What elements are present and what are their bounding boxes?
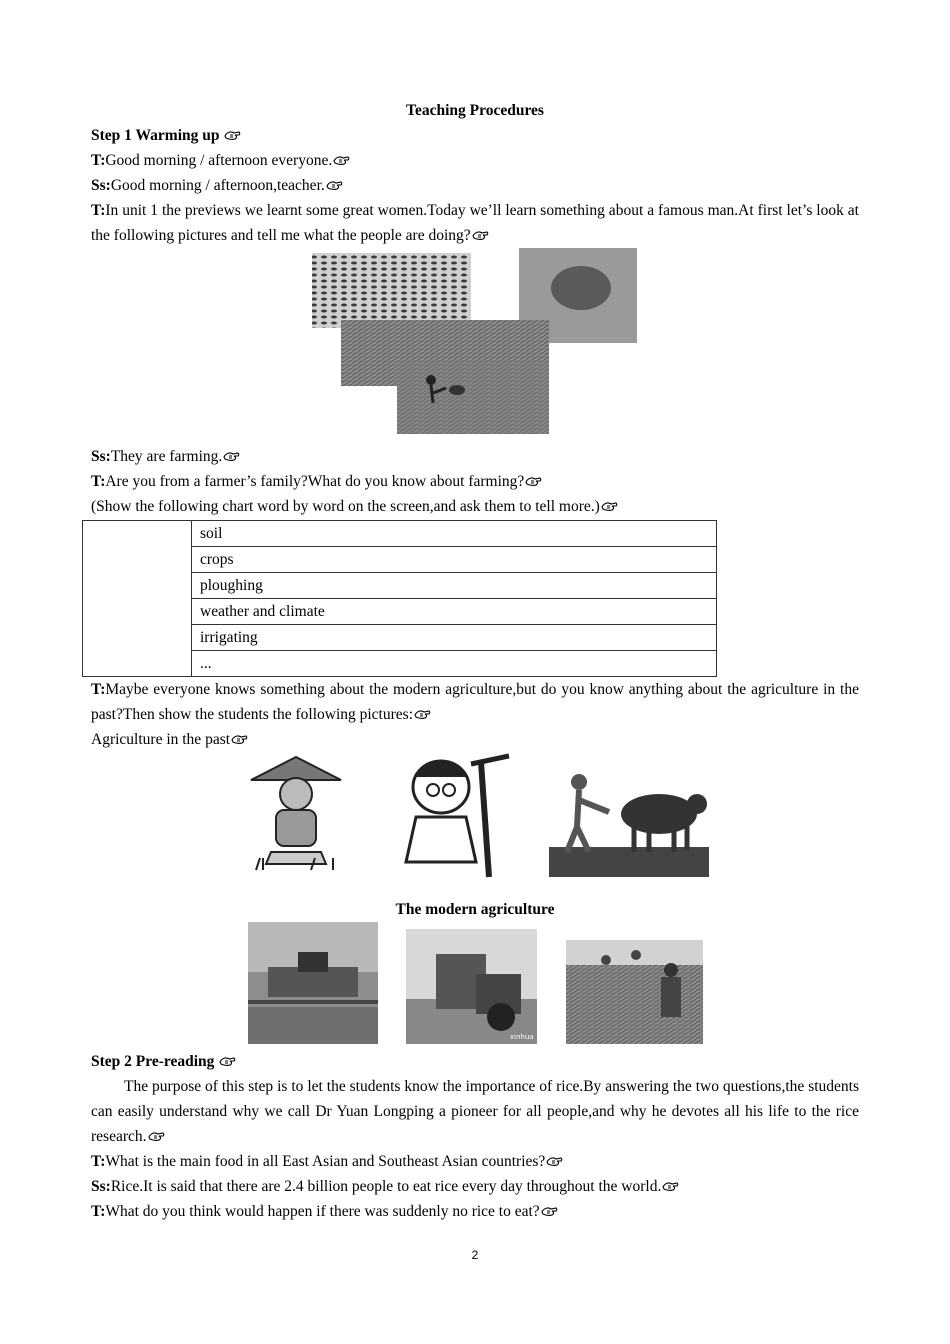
chart-cell: soil: [192, 521, 717, 547]
dialog-line: Ss:Rice.It is said that there are 2.4 billion people to eat rice every day throughout the world.: [91, 1174, 859, 1199]
paragraph-mark-icon: [472, 229, 489, 241]
combine-tractor-photo: [406, 929, 537, 1044]
step1-heading: Step 1 Warming up: [91, 123, 859, 148]
harvester-photo: [248, 922, 378, 1044]
chart-intro: (Show the following chart word by word on the screen,and ask them to tell more.): [91, 494, 859, 519]
dialog-line: Ss:Good morning / afternoon,teacher.: [91, 173, 859, 198]
chart-cell: irrigating: [192, 625, 717, 651]
chart-blank-cell: [83, 521, 192, 677]
photo-watermark: xinhua: [510, 1033, 534, 1041]
dialog-line: Ss:They are farming.: [91, 444, 859, 469]
field-workers-photo: [566, 940, 703, 1044]
step2-paragraph: The purpose of this step is to let the students know the importance of rice.By answering the two questions,the students can easily understand why we call Dr Yuan Longping a pioneer for all people,and why he devotes all his life to the rice research.: [91, 1078, 859, 1145]
paragraph-mark-icon: [333, 154, 350, 166]
paragraph-mark-icon: [414, 708, 431, 720]
past-agriculture-pictures: [91, 752, 859, 887]
chart-cell: ...: [192, 651, 717, 677]
paragraph-mark-icon: [541, 1205, 558, 1217]
paragraph-mark-icon: [326, 179, 343, 191]
paragraph-mark-icon: [546, 1155, 563, 1167]
farmer-with-hoe-cartoon: [391, 752, 516, 882]
dialog-line: T:In unit 1 the previews we learnt some great women.Today we’ll learn something about a famous man.At first let’s look at the following pictures and tell me what the people are doing?: [91, 202, 859, 244]
farmer-planting-cartoon: [241, 752, 351, 882]
paragraph-mark-icon: [662, 1180, 679, 1192]
ox-ploughing-photo: [549, 752, 709, 877]
farming-photo-collage: [91, 248, 859, 444]
modern-agriculture-label: The modern agriculture: [395, 901, 555, 918]
paragraph-mark-icon: [148, 1130, 165, 1142]
dialog-line: T:Good morning / afternoon everyone.: [91, 148, 859, 173]
document-page: [91, 98, 859, 1224]
table-row: [83, 521, 717, 547]
past-agriculture-label: Agriculture in the past: [91, 727, 859, 752]
dialog-line: T:Maybe everyone knows something about the modern agriculture,but do you know anything about the agriculture in the past?Then show the students the following pictures:: [91, 681, 859, 723]
dialog-line: T:Are you from a farmer’s family?What do you know about farming?: [91, 469, 859, 494]
chart-cell: weather and climate: [192, 599, 717, 625]
page-title: Teaching Procedures: [406, 102, 544, 119]
paragraph-mark-icon: [219, 1055, 236, 1067]
chart-cell: crops: [192, 547, 717, 573]
paragraph-mark-icon: [525, 475, 542, 487]
modern-agriculture-pictures: [91, 922, 859, 1047]
flooded-field-photo: [312, 253, 471, 328]
paragraph-mark-icon: [223, 450, 240, 462]
paragraph-mark-icon: [231, 733, 248, 745]
dialog-line: T:What do you think would happen if there was suddenly no rice to eat?: [91, 1199, 859, 1224]
paragraph-mark-icon: [224, 129, 241, 141]
dialog-line: T:What is the main food in all East Asian and Southeast Asian countries?: [91, 1149, 859, 1174]
farming-word-chart: [82, 520, 717, 677]
paragraph-mark-icon: [601, 500, 618, 512]
chart-cell: ploughing: [192, 573, 717, 599]
page-number: 2: [471, 1248, 479, 1262]
step2-heading: Step 2 Pre-reading: [91, 1049, 859, 1074]
